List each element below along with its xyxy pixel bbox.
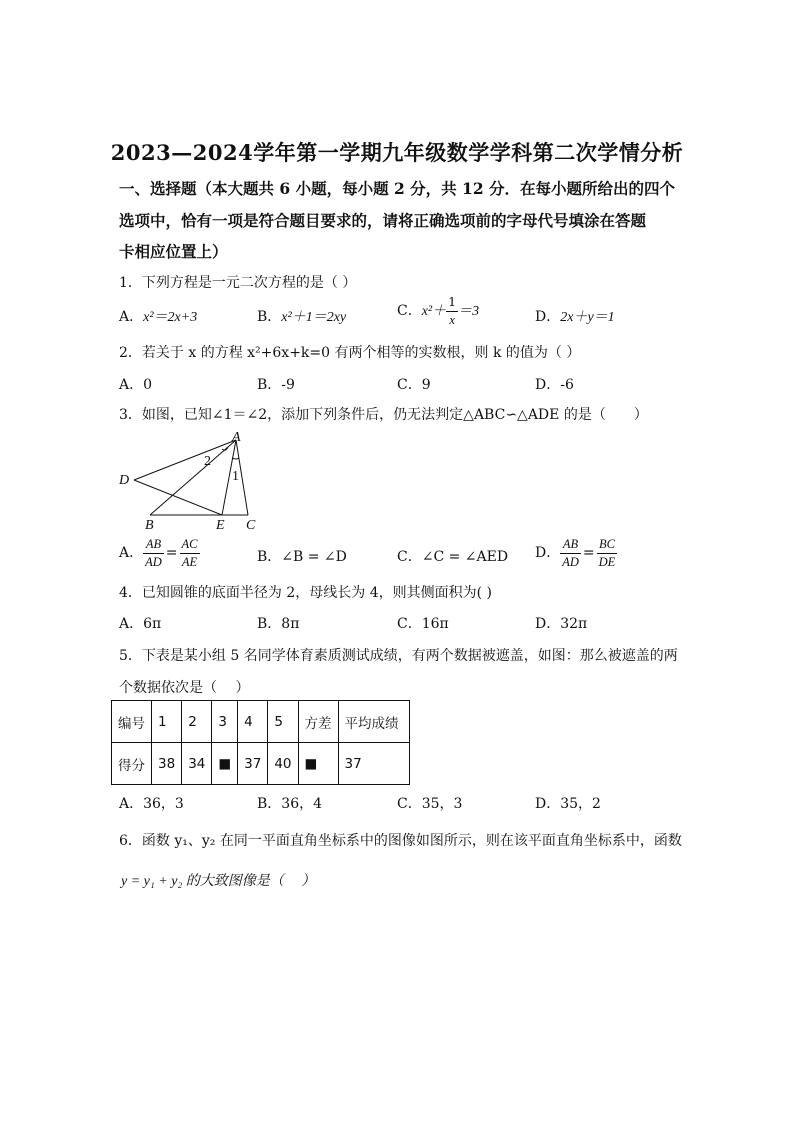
header-cell: 平均成绩 xyxy=(338,701,409,743)
row-cell: 得分 xyxy=(112,743,152,785)
q1-option-b-label: B． xyxy=(257,309,282,325)
q3-a-den2: AE xyxy=(181,554,198,569)
q3-triangle-svg xyxy=(116,428,266,533)
q5-stem-line1: 5．下表是某小组 5 名同学体育素质测试成绩，有两个数据被遮盖，如图：那么被遮盖的两 xyxy=(119,648,678,664)
q3-a-num1: AB xyxy=(143,538,164,554)
q2-option-c: C．9 xyxy=(397,377,431,393)
row-cell: 38 xyxy=(152,743,182,785)
q3-triangle-figure xyxy=(116,428,266,533)
q2-option-a: A．0 xyxy=(119,377,153,393)
q1-option-b-text: x²＋1＝2xy xyxy=(281,310,347,325)
q3-d-num2: BC xyxy=(597,538,618,554)
row-cell: 37 xyxy=(338,743,409,785)
page-title: 2023—2024学年第一学期九年级数学学科第二次学情分析 xyxy=(110,140,684,165)
q5-stem-line2: 个数据依次是（ ） xyxy=(119,680,250,696)
q3-option-d-frac2 xyxy=(597,538,618,568)
q3-option-a xyxy=(119,538,200,568)
q4-option-d: D．32π xyxy=(535,616,588,632)
header-cell: 2 xyxy=(182,701,212,743)
q2-stem: 2．若关于 x 的方程 x²+6x+k=0 有两个相等的实数根，则 k 的值为（ ） xyxy=(119,345,581,361)
q1-option-a-label: A． xyxy=(119,309,144,325)
q3-option-a-label: A． xyxy=(119,545,144,561)
q6-stem-line2: y = y₁ + y₂ 的大致图像是（ ） xyxy=(121,874,316,889)
q4-stem: 4．已知圆锥的底面半径为 2，母线长为 4，则其侧面积为( ) xyxy=(119,585,492,601)
q1-option-c xyxy=(397,296,479,326)
label-B: B xyxy=(145,518,154,533)
row-cell: 40 xyxy=(268,743,298,785)
q3-option-c: C．∠C = ∠AED xyxy=(397,549,509,565)
q5-option-a: A．36，3 xyxy=(119,796,184,812)
header-cell: 5 xyxy=(268,701,298,743)
row-cell-covered: ■ xyxy=(212,743,238,785)
section-instructions-line2: 选项中，恰有一项是符合题目要求的，请将正确选项前的字母代号填涂在答题 xyxy=(119,211,647,230)
row-cell: 37 xyxy=(238,743,268,785)
label-A: A xyxy=(232,430,241,445)
q1-option-d xyxy=(535,306,615,326)
q1-option-c-denominator: x xyxy=(449,312,455,327)
q1-option-c-fraction xyxy=(446,296,458,326)
q5-option-c: C．35，3 xyxy=(397,796,463,812)
q3-option-d-label: D． xyxy=(535,545,561,561)
q4-option-c: C．16π xyxy=(397,616,449,632)
label-C: C xyxy=(246,518,256,533)
header-cell: 4 xyxy=(238,701,268,743)
header-cell: 3 xyxy=(212,701,238,743)
q2-option-b: B．-9 xyxy=(257,377,295,393)
label-D: D xyxy=(119,473,130,488)
q1-option-c-post: ＝3 xyxy=(458,304,480,319)
q4-option-a: A．6π xyxy=(119,616,162,632)
q6-stem-line1: 6．函数 y₁、y₂ 在同一平面直角坐标系中的图像如图所示，则在该平面直角坐标系中，函数 xyxy=(119,833,682,849)
row-cell: 34 xyxy=(182,743,212,785)
q1-option-a xyxy=(119,306,197,326)
q2-option-d: D．-6 xyxy=(535,377,574,393)
label-angle-1: 1 xyxy=(232,469,239,484)
q1-option-a-text: x²＝2x+3 xyxy=(143,310,198,325)
label-E: E xyxy=(216,518,225,533)
line-AD xyxy=(134,440,236,480)
row-cell-covered: ■ xyxy=(298,743,338,785)
q5-option-b: B．36，4 xyxy=(257,796,323,812)
score-table xyxy=(111,700,410,785)
q3-d-num1: AB xyxy=(560,538,581,554)
label-angle-2: 2 xyxy=(204,454,211,469)
line-DE xyxy=(134,480,222,515)
q3-d-den2: DE xyxy=(598,554,616,569)
q3-option-d-frac1 xyxy=(560,538,581,568)
header-cell: 1 xyxy=(152,701,182,743)
q3-stem: 3．如图，已知∠1＝∠2，添加下列条件后，仍无法判定△ABC∽△ADE 的是（ ） xyxy=(119,407,648,423)
header-cell: 编号 xyxy=(112,701,152,743)
q3-option-d xyxy=(535,538,617,568)
q1-option-b xyxy=(257,306,346,326)
q1-option-d-text: 2x＋y＝1 xyxy=(560,310,615,325)
q3-option-a-frac2 xyxy=(180,538,200,568)
q1-option-c-pre: x²＋ xyxy=(421,304,447,319)
q3-d-eq: = xyxy=(582,545,595,561)
q3-option-b: B．∠B = ∠D xyxy=(257,549,347,565)
q1-option-c-label: C． xyxy=(397,303,422,319)
q3-option-a-frac1 xyxy=(143,538,164,568)
header-cell: 方差 xyxy=(298,701,338,743)
q1-option-c-numerator: 1 xyxy=(446,296,458,312)
q1-option-d-label: D． xyxy=(535,309,561,325)
q1-stem: 1．下列方程是一元二次方程的是（ ） xyxy=(119,275,357,291)
table-header-row xyxy=(112,701,410,743)
q3-d-den1: AD xyxy=(562,554,579,569)
q5-score-table xyxy=(111,700,410,785)
section-instructions-line1: 一、选择题（本大题共 6 小题，每小题 2 分，共 12 分．在每小题所给出的四个 xyxy=(119,179,676,198)
table-row xyxy=(112,743,410,785)
q3-a-num2: AC xyxy=(180,538,200,554)
q5-option-d: D．35，2 xyxy=(535,796,601,812)
q3-a-eq: = xyxy=(165,545,178,561)
q3-a-den1: AD xyxy=(145,554,162,569)
section-instructions-line3: 卡相应位置上） xyxy=(119,242,228,261)
q4-option-b: B．8π xyxy=(257,616,300,632)
angle-1-arc xyxy=(232,458,239,459)
